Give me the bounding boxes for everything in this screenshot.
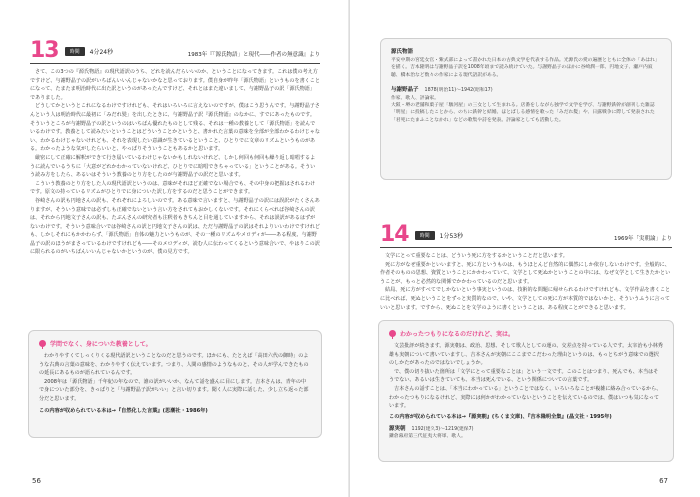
glossary-box — [380, 38, 672, 180]
gloss-body: 鎌倉幕府第三代征夷大将軍、歌人。 — [389, 434, 466, 440]
header-rule — [380, 247, 672, 248]
gloss-entry-header — [389, 424, 663, 433]
box-heading — [389, 329, 663, 338]
gloss-title: 与謝野晶子 — [391, 87, 419, 94]
gloss-dates: 1878(明治11)〜1942(昭和17) — [424, 88, 493, 94]
paragraph: 谷崎さんの訳も円地さんの訳も、それぞれによろしいのです。ある意味で言いますと、与謝野晶子の訳には誤訳がたくさんありますが、そういう意味では必ずしも正確でないという言い方をされてもおかしくないです。それにくらべれば谷崎さんの訳は、それから円地文子さんの訳も、たぶんさんの研究者も注釈者もきちんと目を通していますから、それは誤訳があるはずがないわけです。そういう意味合いでは谷崎さんの訳と円地文子さんの訳は、ただ与謝野晶子の訳はそれよりいいわけですけれども、しかしそれにもかかわらず、「源氏物語」自体の魅力というものが、その一種のリズムやメロディが――ある程度、与謝野晶子の訳のほうがまさっているわけですけれども――そのメロディが、読む人に伝わってくるという意味合いで、やはりこの訳に限られるのがいちばんいいんじゃないかというのが、僕の見方です。 — [30, 197, 320, 256]
book-source: この内容が収められている本は→『源実朝』(ちくま文庫)、『吉本隆明全集』(晶文社・1995年) — [389, 413, 612, 420]
box-heading-text: わかったつもりになるのだけれど、実は。 — [400, 331, 515, 338]
right-page — [350, 0, 700, 497]
gloss-entry-header — [391, 85, 661, 94]
box-paragraph: 吉本さんの話すことは、「本当にわかっている」ということではなく、いろいろなことが複雑に絡み合っているから、わかったつもりになるけれど、実際には何かがわかっていないということを伝えているのでは、僕はいつも気になっています。 — [389, 385, 662, 410]
gloss-dates: 1192(建久3)〜1219(建保7) — [411, 426, 474, 432]
paragraph: どうしてかというとこれになるわけですけれども、それはいろいろに言えないのですが、僕はこう思うんです。与謝野晶子さんという人は明治時代に最初に「みだれ髪」を出したときに、与謝野晶子訳『源氏物語』のなかに、すでにあったものです。そういうところが与謝野晶子の訳というのはいちばん優れたものとして残る、それは一種の教養として「源氏物語」を読んでいるわけです。教養として読みたいということはどういうことかというと、書かれた言葉の意味を全部が全部わかるわけじゃない、わかるわけじゃないけれども、それを表現したい意識が生きているということ、ひとりでに文章のリズムというものがある。わかったような気がしたらいいと、やっぱりそういうこともあるかと思います。 — [30, 103, 320, 153]
section-header-13 — [30, 40, 113, 62]
source-caption: 1969年「実朝論」より — [614, 236, 672, 242]
page-number: 67 — [659, 477, 668, 485]
gloss-role: 作家、歌人、評論家。 — [391, 95, 439, 101]
header-rule — [30, 63, 320, 64]
section-number: 13 — [30, 38, 59, 63]
box-paragraph: わかりやすくてしっくりくる現代語訳ということなのだと思うのです。ほかにも、たとえば「高田六代の御時」のような古典の言葉の意味を、わかりやすく伝えています。つまり、人間の感情のようなものと、その人が学んできたものの延長にあるものが語られているんです。 — [39, 353, 309, 377]
book-source: この内容が収められている本は→『自然化した言葉』(思潮社・1986年) — [39, 407, 208, 414]
box-paragraph: 文芸批評が続きます。源実朝は、政治、思想、そして歌人としての運の、交差点を持っている人です。太宰治も小林秀雄も実朝について書いていますし、吉本さんが実朝にここまでこだわった理由というのは、もっとちがう意味での選択のしかたがあったのではないでしょうか。 — [389, 343, 663, 367]
pin-icon — [389, 330, 396, 337]
source-caption: 1983年『「源氏物語」と現代――作者の無意識』より — [187, 52, 320, 58]
section-header-14 — [380, 224, 463, 246]
time-label: 時間 — [65, 47, 85, 56]
page-number: 56 — [32, 477, 41, 485]
body-text — [30, 68, 320, 257]
time-label: 時間 — [415, 231, 435, 240]
paragraph: 厳密にして正確に解釈ができて行き届いているわけじゃないかもしれないけれど、しかし何回も何回も繰り返し暗唱するように読んでいるうちに「大意がどれかわかっていないけれど、ひとりでに暗唱できちゃっている」ということがある。そういう読み方をしたら、あるいはそういう教養のとり方をしたのが与謝野晶子の訳だと思います。 — [30, 154, 316, 179]
section-number: 14 — [380, 222, 409, 247]
paragraph: 結局、死に方がすべてでしかないという事実というのは、技術的な問題に帰せられるわけですけれども、文学作品を書くことに比べれば、死ぬということをずっと実質的なので、いや、文学としての死に方が本質的ではないかと、そういうふうに言っていいと思います。ですから、死ぬことを文学のように書くということは、ある程度ことができると思います。 — [380, 287, 671, 311]
gloss-body: 大阪・堺の老舗和菓子屋「駿河屋」の三女として生まれる。店番をしながら独学で文学を学び、与謝野鉄幹が創刊した雑誌「明星」に投稿したことから、のちに鉄幹と結婚。ほとばしる感情を歌った「みだれ髪」や、日露戦争に際して発表された「君死にたまふことなかれ」などの歌集や詩を発表。評論家としても活動した。 — [391, 103, 655, 123]
pin-icon — [39, 340, 46, 347]
gloss-body: 平安中期の宮廷女官・紫式部によって書かれた日本の古典文学を代表する作品。光源氏の愛の遍歴とともに全体の「あはれ」を描く。吉本隆明は与謝野晶子訳を1008年頃まで読み続けていた。与謝野晶子のほかに谷崎潤一郎、円地文子、瀬戸内寂聴、橋本治など数々の作家による現代語訳がある。 — [391, 58, 660, 78]
box-heading — [39, 339, 311, 348]
body-text — [380, 252, 672, 312]
paragraph: こういう教養のとり方をした人の現代語訳というのは、意味がそれほど正確でない場合でも、その中身の把握はされるわけです。原文の持っているリズムがひとりでに身についた訳し方をするのだと思うことができます。 — [30, 180, 316, 196]
commentary-box — [28, 330, 322, 438]
box-heading-text: 学問でなく、身についた教養として。 — [50, 341, 152, 348]
time-value: 4分24秒 — [89, 48, 114, 56]
time-value: 1分53秒 — [439, 232, 464, 240]
paragraph: さて、この3つの『源氏物語』の現代語訳のうち、どれを読んだらいいのか、ということになってきます。これは僕の考え方ですけど、与謝野晶子の訳がいちばんいいんじゃないかなと思っております。僕自身が昨年「源氏物語」というものを書くことになって、たまたま明治時代に出た訳というのがあったんですけど、それとはまた違いまして、与謝野晶子の訳「源氏物語」でありました。 — [30, 69, 320, 101]
paragraph: 文学にとって重要なことは、どういう死に方をするかということだと思います。 — [385, 253, 568, 259]
gloss-title: 源氏物語 — [391, 49, 414, 55]
commentary-box — [378, 320, 674, 462]
paragraph: 死に方がなぜ重要かといいますと、死に方というものは、もうほとんど自然的に偶然にしか依存しないわけです。全般的に、作者そのものの思想、資質ということにかかわっていて、文学として死ぬかということの中には、なぜ文学として生きたかということが、もっと必然的な関係でかかわっているのだと思います。 — [380, 261, 671, 285]
box-paragraph: 2008年は「源氏物語」千年紀の年なので、誰の訳がいいか、なんて話を盛んに目にします。吉本さんは、青年の中で身についた部分を、きっぱりと「与謝野晶子訳がいい」と言い切ります。聞く人に実際に話した、少し立ち返った部分だと思います。 — [39, 378, 309, 402]
gloss-title: 源実朝 — [389, 425, 406, 432]
box-paragraph: で、僕の切り抜いた箇所は「文学にとって重要なことは」という一文です。このことはつまり、死んでも、本当はそうでない、あるいは生きていても、本当は死んでいる、という関係についての言葉です。 — [389, 368, 659, 384]
